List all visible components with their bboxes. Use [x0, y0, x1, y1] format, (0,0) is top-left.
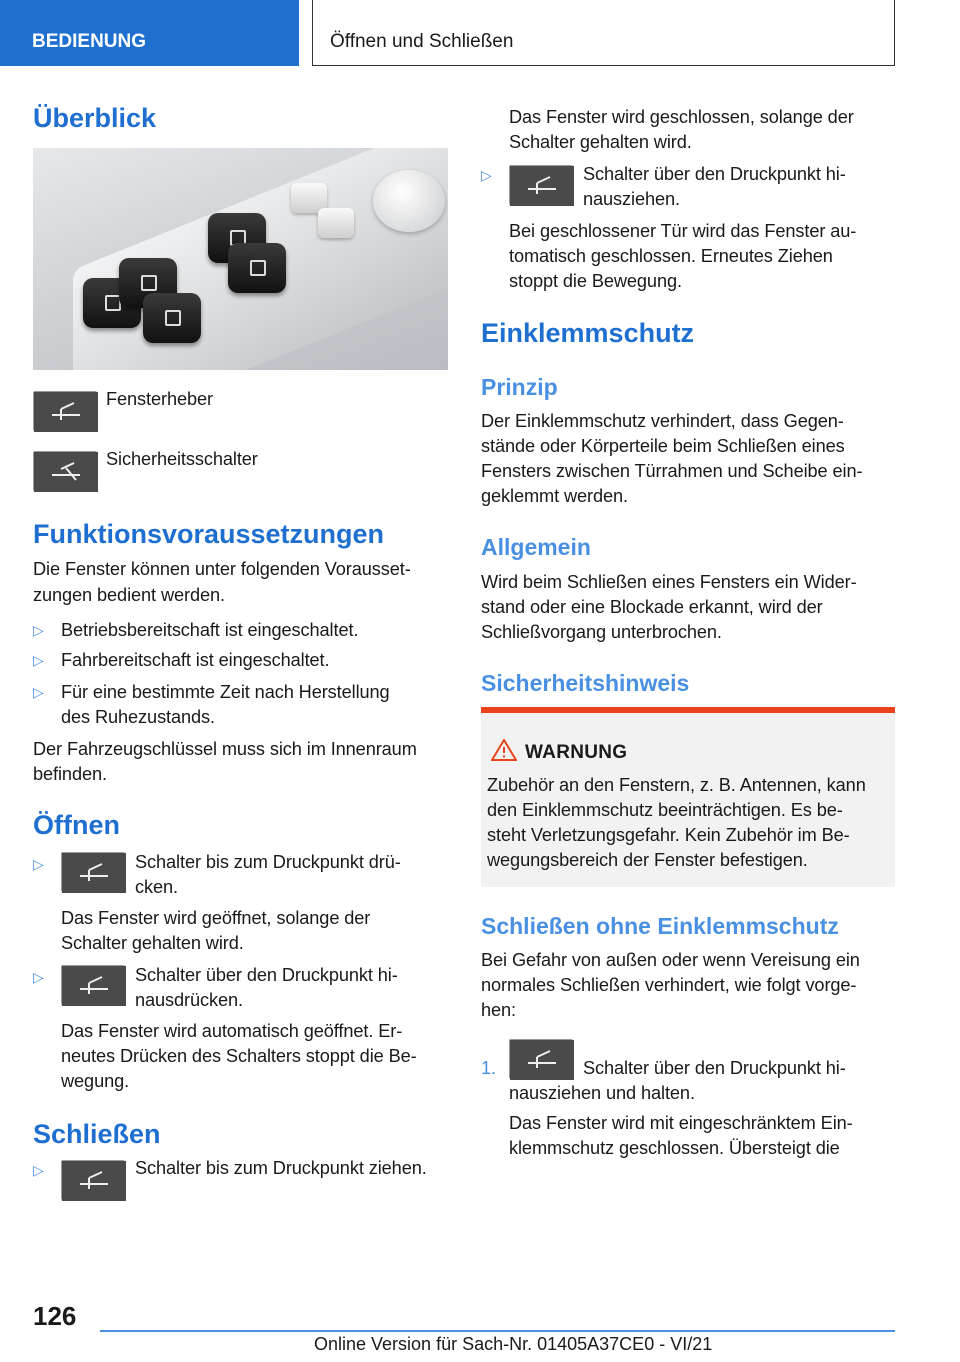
open-result-2-line1: Das Fenster wird automatisch geöffnet. Er-	[61, 1021, 403, 1041]
requirement-1: Betriebsbereitschaft ist eingeschaltet.	[61, 620, 359, 640]
open-heading: Öffnen	[33, 810, 120, 840]
bullet-marker: ▷	[33, 856, 44, 872]
legend-label-safety: Sicherheitsschalter	[106, 449, 258, 469]
bullet-marker: ▷	[33, 1162, 44, 1178]
requirements-intro-2: zungen bedient werden.	[33, 585, 225, 605]
mirror-knob	[373, 170, 445, 232]
bullet-marker: ▷	[33, 622, 44, 638]
open-result-2-line2: neutes Drücken des Schalters stoppt die Be-	[61, 1046, 417, 1066]
open-action-2-line1: Schalter über den Druckpunkt hi-	[135, 965, 398, 985]
open-result-1-line2: Schalter gehalten wird.	[61, 933, 244, 953]
close-action-1: Schalter bis zum Druckpunkt ziehen.	[135, 1158, 427, 1178]
window-switch-icon	[61, 965, 125, 1005]
step-number: 1.	[481, 1058, 496, 1078]
open-action-1-line1: Schalter bis zum Druckpunkt drü-	[135, 852, 401, 872]
safety-switch-icon	[33, 451, 97, 491]
requirement-3-line1: Für eine bestimmte Zeit nach Herstellung	[61, 682, 390, 702]
requirements-intro-1: Die Fenster können unter folgenden Vorausset-	[33, 559, 411, 579]
open-result-2-line3: wegung.	[61, 1071, 130, 1091]
page-header	[0, 0, 960, 66]
footer-rule	[100, 1330, 895, 1332]
page-number: 126	[33, 1301, 77, 1331]
bullet-marker: ▷	[33, 652, 44, 668]
warning-line3: steht Verletzungsgefahr. Kein Zubehör im Be-	[487, 825, 850, 845]
warning-title: WARNUNG	[525, 742, 628, 763]
step-result-line2: klemmschutz geschlossen. Übersteigt die	[509, 1138, 840, 1158]
no-pinch-intro-3: hen:	[481, 1000, 516, 1020]
close-result-2-line1: Bei geschlossener Tür wird das Fenster au-	[509, 221, 857, 241]
general-line2: stand oder eine Blockade erkannt, wird der	[481, 597, 823, 617]
safety-heading: Sicherheitshinweis	[481, 670, 690, 696]
no-pinch-intro-2: normales Schließen verhindert, wie folgt vorge-	[481, 975, 857, 995]
window-switch-icon	[61, 852, 125, 892]
bullet-marker: ▷	[33, 684, 44, 700]
open-result-1-line1: Das Fenster wird geöffnet, solange der	[61, 908, 371, 928]
mirror-switch-lower	[318, 208, 354, 238]
overview-heading: Überblick	[33, 103, 157, 133]
warning-box	[481, 707, 895, 887]
step-result-line1: Das Fenster wird mit eingeschränktem Ein-	[509, 1113, 853, 1133]
window-switch-icon	[33, 391, 97, 431]
bullet-marker: ▷	[481, 167, 492, 183]
principle-line1: Der Einklemmschutz verhindert, dass Gegen-	[481, 411, 844, 431]
legend-label-window: Fensterheber	[106, 389, 213, 409]
general-heading: Allgemein	[481, 534, 591, 560]
principle-line2: stände oder Körperteile beim Schließen eines	[481, 436, 845, 456]
key-note-1: Der Fahrzeugschlüssel muss sich im Innenraum	[33, 739, 417, 759]
section-tab: BEDIENUNG	[0, 0, 299, 66]
step-action-line1: Schalter über den Druckpunkt hi-	[583, 1058, 846, 1078]
close-result-2-line3: stoppt die Bewegung.	[509, 271, 682, 291]
switch-rear-left-lower	[143, 293, 201, 343]
close-action-2-line1: Schalter über den Druckpunkt hi-	[583, 164, 846, 184]
principle-line4: geklemmt werden.	[481, 486, 628, 506]
close-result-2-line2: tomatisch geschlossen. Erneutes Ziehen	[509, 246, 833, 266]
no-pinch-heading: Schließen ohne Einklemmschutz	[481, 913, 839, 939]
principle-heading: Prinzip	[481, 374, 558, 400]
requirements-heading: Funktionsvoraussetzungen	[33, 519, 385, 549]
step-action-line2: nausziehen und halten.	[509, 1083, 695, 1103]
pinch-heading: Einklemmschutz	[481, 318, 695, 348]
no-pinch-intro-1: Bei Gefahr von außen oder wenn Vereisung ein	[481, 950, 860, 970]
window-switch-icon	[509, 165, 573, 205]
principle-line3: Fensters zwischen Türrahmen und Scheibe ein-	[481, 461, 863, 481]
bullet-marker: ▷	[33, 969, 44, 985]
chapter-title: Öffnen und Schließen	[312, 0, 895, 66]
close-result-1-line1: Das Fenster wird geschlossen, solange der	[509, 107, 854, 127]
key-note-2: befinden.	[33, 764, 107, 784]
general-line1: Wird beim Schließen eines Fensters ein Wider-	[481, 572, 857, 592]
requirement-3-line2: des Ruhezustands.	[61, 707, 216, 727]
window-switch-icon	[61, 1160, 125, 1200]
close-heading: Schließen	[33, 1119, 161, 1149]
footer-version: Online Version für Sach-Nr. 01405A37CE0 - VI/21	[314, 1334, 713, 1354]
warning-line1: Zubehör an den Fenstern, z. B. Antennen, kann	[487, 775, 866, 795]
general-line3: Schließvorgang unterbrochen.	[481, 622, 722, 642]
switch-rear-right	[228, 243, 286, 293]
warning-line2: den Einklemmschutz beeinträchtigen. Es be-	[487, 800, 843, 820]
open-action-2-line2: nausdrücken.	[135, 990, 243, 1010]
requirement-2: Fahrbereitschaft ist eingeschaltet.	[61, 650, 330, 670]
warning-line4: wegungsbereich der Fenster befestigen.	[487, 850, 808, 870]
close-result-1-line2: Schalter gehalten wird.	[509, 132, 692, 152]
open-action-1-line2: cken.	[135, 877, 178, 897]
close-action-2-line2: nausziehen.	[583, 189, 680, 209]
warning-triangle-icon	[491, 739, 517, 761]
window-switch-photo	[33, 148, 448, 370]
window-switch-icon	[509, 1039, 573, 1079]
